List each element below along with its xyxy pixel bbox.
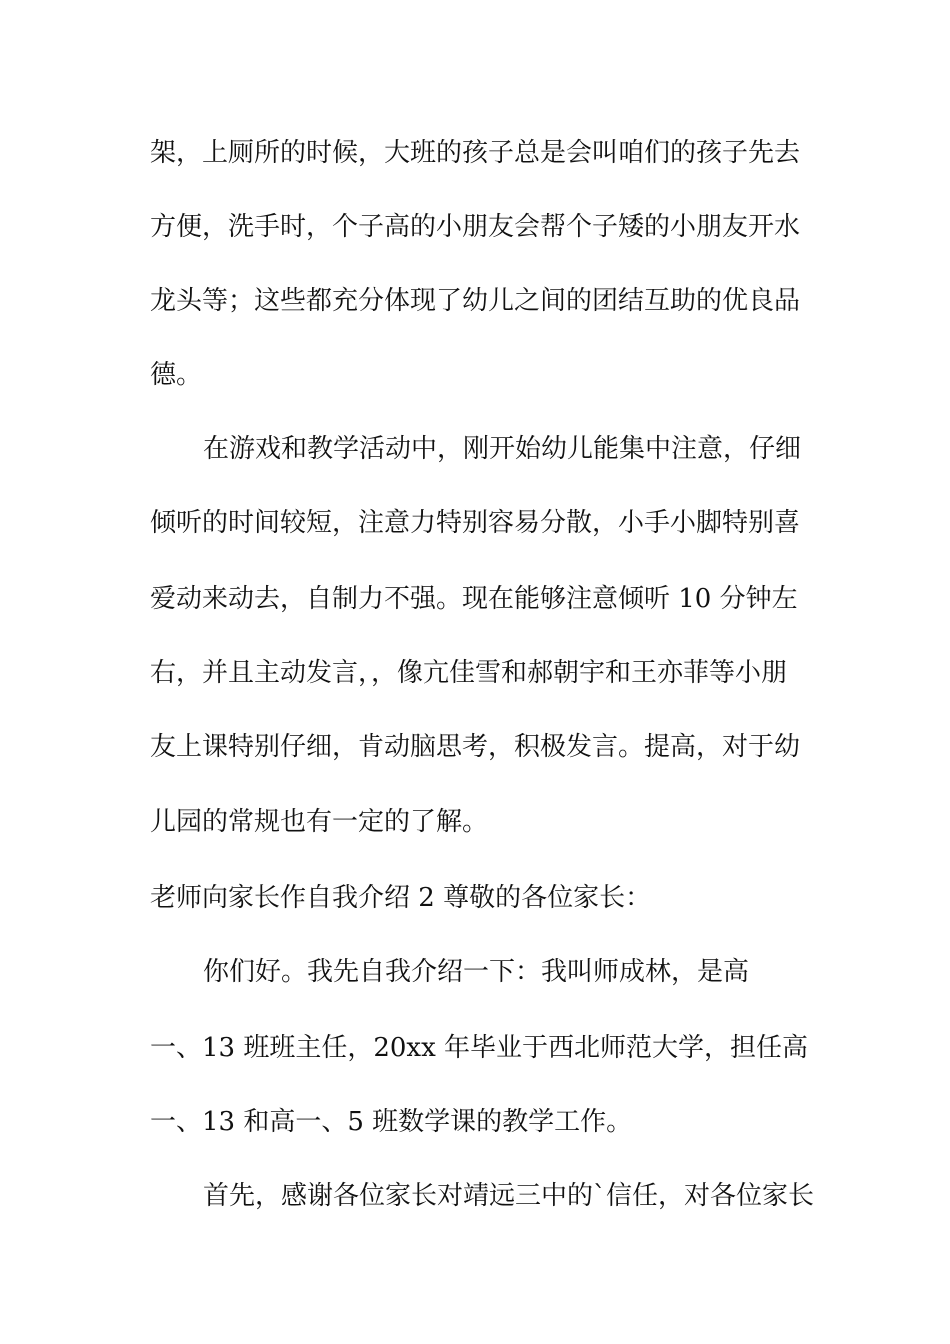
paragraph-first-line: 你们好。我先自我介绍一下：我叫师成林，是高 [203,957,750,987]
text-line: 一、13 班班主任，20xx 年毕业于西北师范大学，担任高 [150,1033,809,1063]
section-heading: 老师向家长作自我介绍 2 尊敬的各位家长： [150,883,652,913]
text-line: 德。 [150,360,203,390]
text-line: 方便，洗手时，个子高的小朋友会帮个子矮的小朋友开水 [150,212,801,242]
text-line: 一、13 和高一、5 班数学课的教学工作。 [150,1107,633,1137]
text-line: 倾听的时间较短，注意力特别容易分散，小手小脚特别喜 [150,508,801,538]
text-line: 龙头等；这些都充分体现了幼儿之间的团结互助的优良品 [150,286,801,316]
text-line: 儿园的常规也有一定的了解。 [150,807,489,837]
paragraph-first-line: 首先，感谢各位家长对靖远三中的`信任，对各位家长 [203,1181,815,1211]
paragraph-first-line: 在游戏和教学活动中，刚开始幼儿能集中注意，仔细 [203,434,802,464]
text-line: 爱动来动去，自制力不强。现在能够注意倾听 10 分钟左 [150,584,798,614]
text-line: 右，并且主动发言，，像亢佳雪和郝朝宇和王亦菲等小朋 [150,658,788,688]
text-line: 友上课特别仔细，肯动脑思考，积极发言。提高，对于幼 [150,732,801,762]
text-line: 架，上厕所的时候，大班的孩子总是会叫咱们的孩子先去 [150,138,801,168]
